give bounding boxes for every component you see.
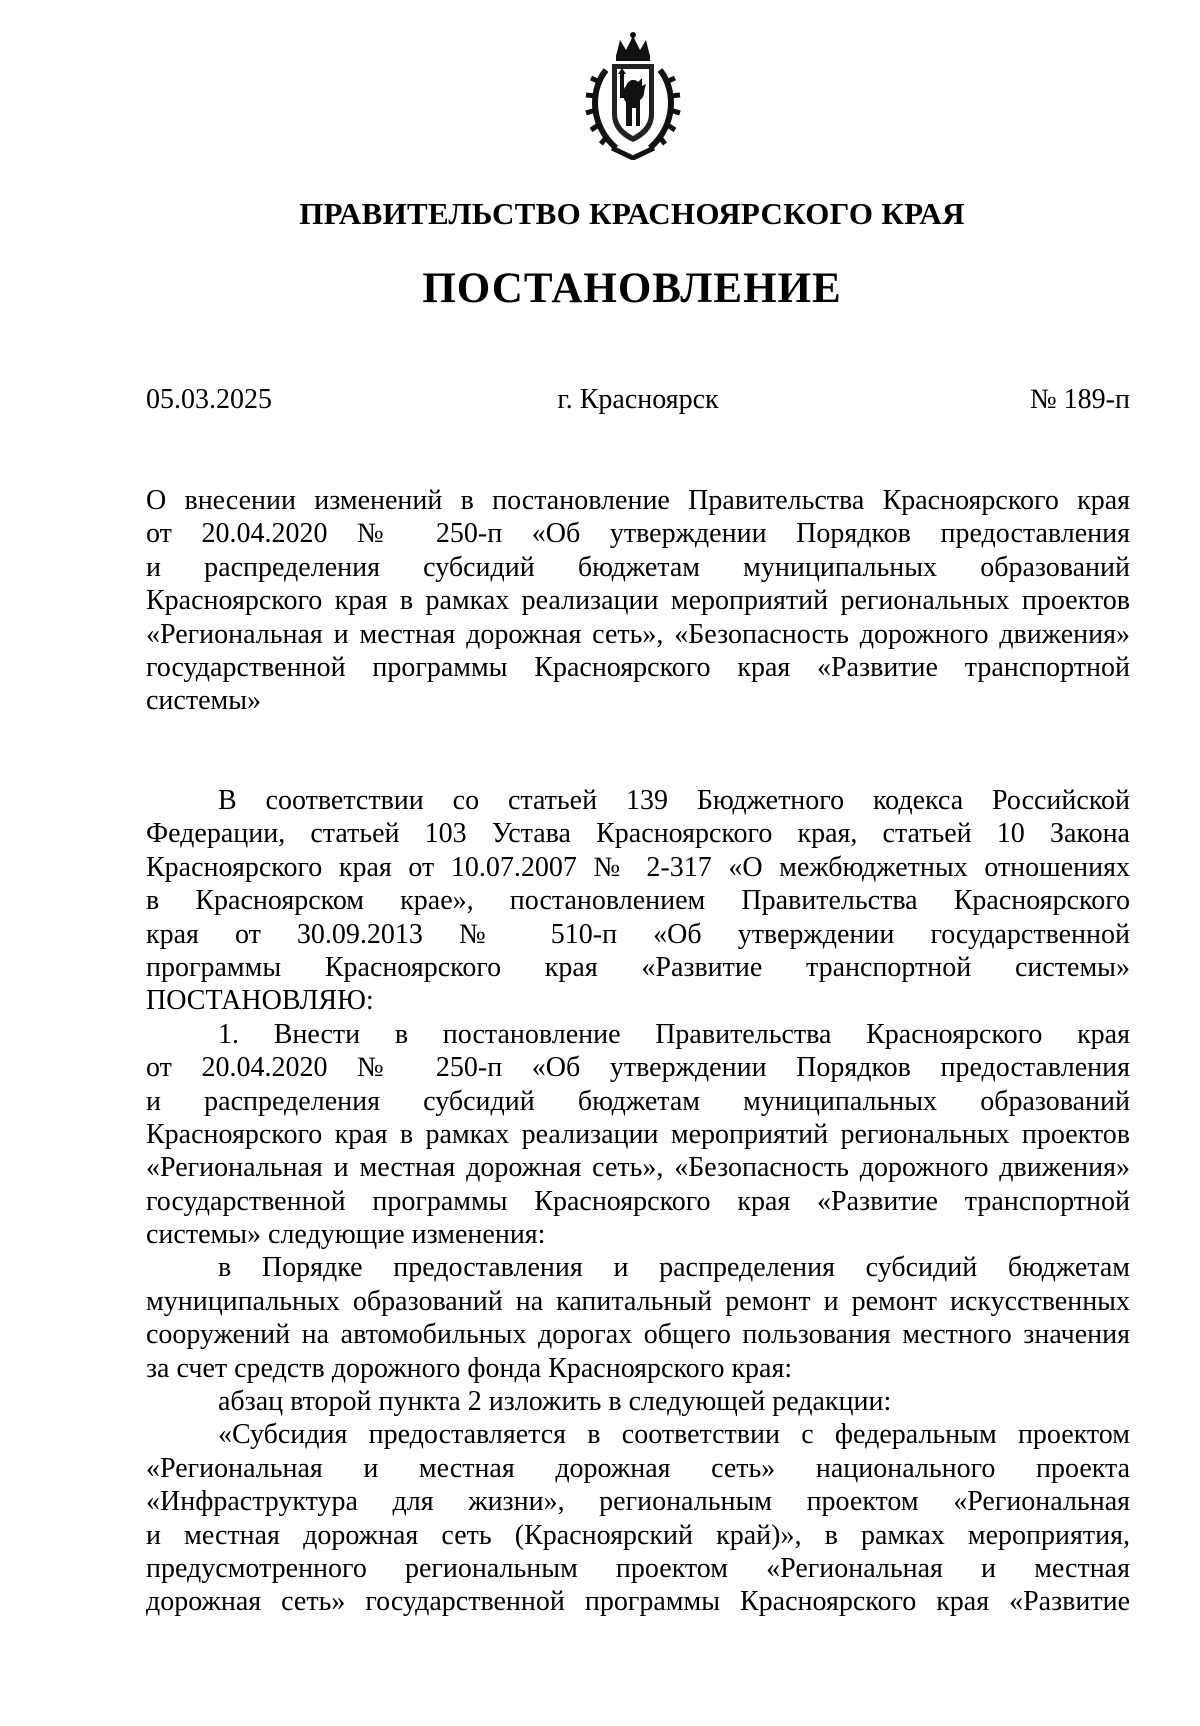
subject-line: от 20.04.2020 № 250-п «Об утверждении Порядков предоставления <box>146 518 1130 550</box>
body-line: края от 30.09.2013 № 510-п «Об утверждении государственной <box>146 918 1130 950</box>
body-line: Красноярского края от 10.07.2007 № 2-317 «О межбюджетных отношениях <box>146 851 1130 883</box>
subject-line: Красноярского края в рамках реализации мероприятий региональных проектов <box>146 585 1130 617</box>
body-line: предусмотренного региональным проектом «Региональная и местная <box>146 1552 1130 1584</box>
body-line: муниципальных образований на капитальный ремонт и ремонт искусственных <box>146 1285 1130 1317</box>
subject-line: и распределения субсидий бюджетам муниципальных образований <box>146 551 1130 583</box>
body-line: сооружений на автомобильных дорогах общего пользования местного значения <box>146 1319 1130 1351</box>
body-line: за счет средств дорожного фонда Красноярского края: <box>146 1352 793 1384</box>
subject-line: «Региональная и местная дорожная сеть», «Безопасность дорожного движения» <box>146 618 1130 650</box>
subject-line: системы» <box>146 685 262 717</box>
body-line: «Региональная и местная дорожная сеть» национального проекта <box>146 1452 1130 1484</box>
body-line: от 20.04.2020 № 250-п «Об утверждении Порядков предоставления <box>146 1052 1130 1084</box>
document-body <box>146 784 1130 1619</box>
body-line: государственной программы Красноярского края «Развитие транспортной <box>146 1185 1130 1217</box>
body-line: «Субсидия предоставляется в соответствии с федеральным проектом <box>218 1419 1130 1451</box>
body-line: и распределения субсидий бюджетам муниципальных образований <box>146 1085 1130 1117</box>
body-line: ПОСТАНОВЛЯЮ: <box>146 985 374 1017</box>
document-type-heading: ПОСТАНОВЛЕНИЕ <box>422 265 842 312</box>
body-line: и местная дорожная сеть (Красноярский край)», в рамках мероприятия, <box>146 1519 1130 1551</box>
body-line: программы Красноярского края «Развитие транспортной системы» <box>146 951 1130 983</box>
subject-line: государственной программы Красноярского края «Развитие транспортной <box>146 651 1130 683</box>
body-line: «Региональная и местная дорожная сеть», «Безопасность дорожного движения» <box>146 1152 1130 1184</box>
body-line: системы» следующие изменения: <box>146 1219 546 1251</box>
document-city: г. Красноярск <box>557 384 719 415</box>
subject-line: О внесении изменений в постановление Правительства Красноярского края <box>146 485 1130 516</box>
body-line: Федерации, статьей 103 Устава Красноярского края, статьей 10 Закона <box>146 818 1130 850</box>
document-subject <box>146 484 1130 718</box>
body-line: В соответствии со статьей 139 Бюджетного кодекса Российской <box>218 785 1130 816</box>
body-line: Красноярского края в рамках реализации мероприятий региональных проектов <box>146 1118 1130 1150</box>
document-number: № 189-п <box>1029 384 1130 415</box>
body-line: 1. Внести в постановление Правительства Красноярского края <box>218 1018 1130 1050</box>
body-line: в Порядке предоставления и распределения субсидий бюджетам <box>218 1252 1130 1284</box>
organization-title: ПРАВИТЕЛЬСТВО КРАСНОЯРСКОГО КРАЯ <box>299 196 965 231</box>
body-line: «Инфраструктура для жизни», региональным проектом «Региональная <box>146 1486 1130 1518</box>
body-line: абзац второй пункта 2 изложить в следующей редакции: <box>218 1386 892 1418</box>
body-line: в Красноярском крае», постановлением Правительства Красноярского <box>146 885 1130 917</box>
document-meta-row <box>146 384 1130 420</box>
document-date: 05.03.2025 <box>146 384 272 415</box>
coat-of-arms-emblem <box>576 30 690 160</box>
body-line: дорожная сеть» государственной программы Красноярского края «Развитие <box>146 1586 1130 1618</box>
